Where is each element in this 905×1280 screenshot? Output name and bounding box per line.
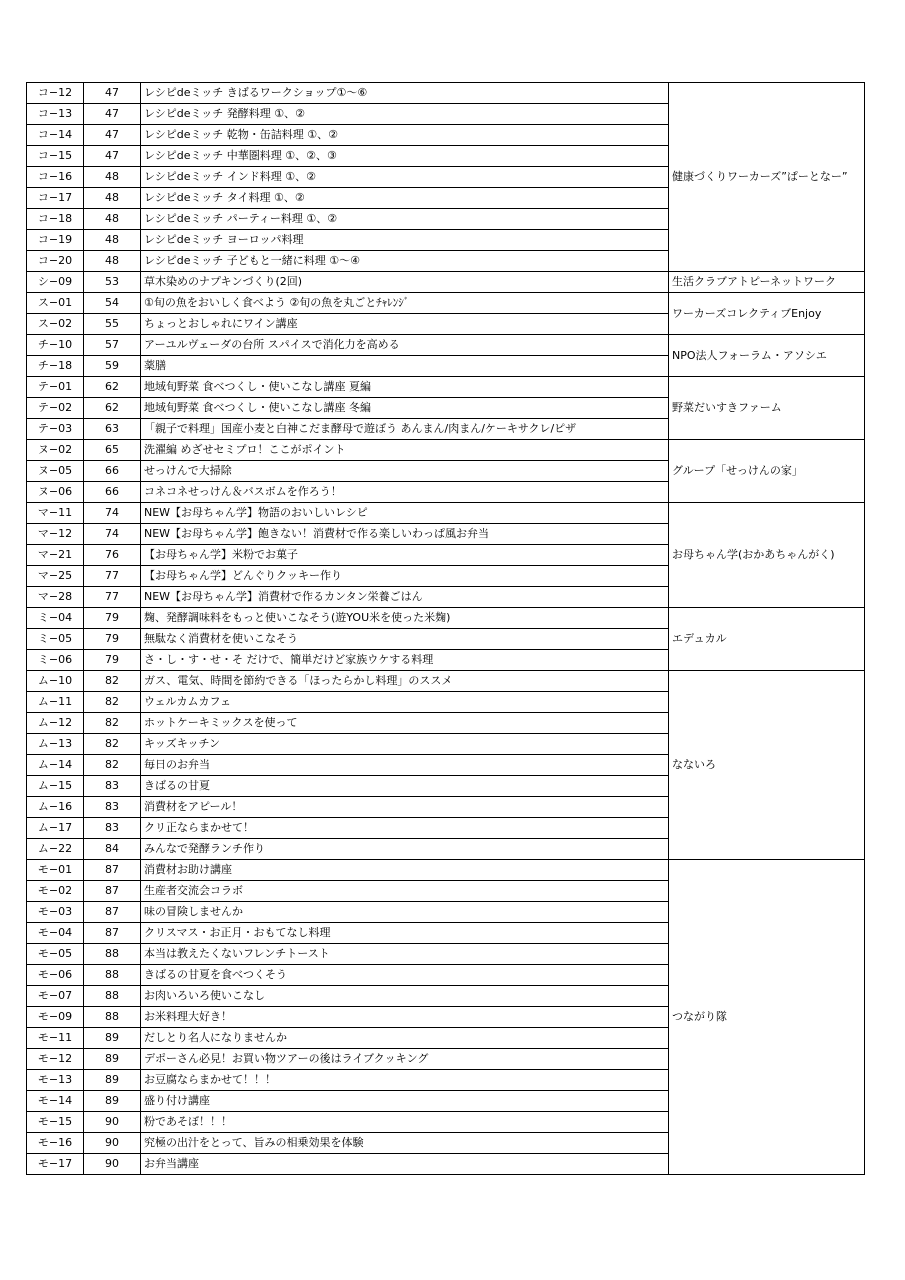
course-title-cell: さ・し・す・せ・そ だけで、簡単だけど家族ウケする料理 — [141, 650, 669, 671]
course-table — [26, 82, 865, 1175]
course-code-cell: ム−12 — [27, 713, 84, 734]
course-title-cell: お弁当講座 — [141, 1154, 669, 1175]
page-number-cell: 65 — [84, 440, 141, 461]
page-number-cell: 89 — [84, 1049, 141, 1070]
organization-cell: グループ「せっけんの家」 — [669, 440, 865, 503]
organization-cell: お母ちゃん学(おかあちゃんがく) — [669, 503, 865, 608]
page-number-cell: 89 — [84, 1091, 141, 1112]
course-title-cell: NEW【お母ちゃん学】消費材で作るカンタン栄養ごはん — [141, 587, 669, 608]
table-row — [27, 377, 865, 398]
page-number-cell: 90 — [84, 1112, 141, 1133]
course-title-cell: 粉であそぼ！！！ — [141, 1112, 669, 1133]
course-code-cell: ム−10 — [27, 671, 84, 692]
course-title-cell: 【お母ちゃん学】米粉でお菓子 — [141, 545, 669, 566]
course-code-cell: テ−03 — [27, 419, 84, 440]
page-number-cell: 79 — [84, 608, 141, 629]
table-row — [27, 83, 865, 104]
page-number-cell: 79 — [84, 629, 141, 650]
course-title-cell: ちょっとおしゃれにワイン講座 — [141, 314, 669, 335]
page-number-cell: 88 — [84, 1007, 141, 1028]
course-code-cell: チ−18 — [27, 356, 84, 377]
course-title-cell: だしとり名人になりませんか — [141, 1028, 669, 1049]
course-title-cell: デポーさん必見！お買い物ツアーの後はライブクッキング — [141, 1049, 669, 1070]
page-number-cell: 83 — [84, 797, 141, 818]
organization-cell: エデュカル — [669, 608, 865, 671]
table-row — [27, 440, 865, 461]
page-number-cell: 88 — [84, 944, 141, 965]
course-code-cell: ス−02 — [27, 314, 84, 335]
table-row — [27, 272, 865, 293]
page-number-cell: 63 — [84, 419, 141, 440]
page-number-cell: 48 — [84, 167, 141, 188]
course-code-cell: モ−05 — [27, 944, 84, 965]
course-code-cell: モ−01 — [27, 860, 84, 881]
course-code-cell: コ−13 — [27, 104, 84, 125]
page-number-cell: 88 — [84, 986, 141, 1007]
page-number-cell: 82 — [84, 755, 141, 776]
course-title-cell: お米料理大好き！ — [141, 1007, 669, 1028]
course-code-cell: ミ−06 — [27, 650, 84, 671]
course-code-cell: モ−17 — [27, 1154, 84, 1175]
course-code-cell: ム−17 — [27, 818, 84, 839]
page-number-cell: 74 — [84, 503, 141, 524]
course-code-cell: テ−01 — [27, 377, 84, 398]
course-code-cell: モ−14 — [27, 1091, 84, 1112]
page-number-cell: 88 — [84, 965, 141, 986]
course-title-cell: 毎日のお弁当 — [141, 755, 669, 776]
course-title-cell: レシピdeミッチ 乾物・缶詰料理 ①、② — [141, 125, 669, 146]
course-title-cell: 地域旬野菜 食べつくし・使いこなし講座 夏編 — [141, 377, 669, 398]
course-title-cell: アーユルヴェーダの台所 スパイスで消化力を高める — [141, 335, 669, 356]
course-title-cell: 洗濯編 めざせセミプロ！ここがポイント — [141, 440, 669, 461]
course-title-cell: 麹、発酵調味料をもっと使いこなそう(遊YOU米を使った米麹) — [141, 608, 669, 629]
page-number-cell: 89 — [84, 1028, 141, 1049]
course-table-body — [27, 83, 865, 1175]
course-title-cell: レシピdeミッチ インド料理 ①、② — [141, 167, 669, 188]
course-title-cell: レシピdeミッチ 中華圏料理 ①、②、③ — [141, 146, 669, 167]
course-title-cell: ウェルカムカフェ — [141, 692, 669, 713]
course-title-cell: 究極の出汁をとって、旨みの相乗効果を体験 — [141, 1133, 669, 1154]
page-number-cell: 82 — [84, 671, 141, 692]
course-code-cell: モ−04 — [27, 923, 84, 944]
course-title-cell: レシピdeミッチ 発酵料理 ①、② — [141, 104, 669, 125]
page-number-cell: 90 — [84, 1154, 141, 1175]
page-number-cell: 48 — [84, 230, 141, 251]
course-code-cell: モ−09 — [27, 1007, 84, 1028]
course-title-cell: レシピdeミッチ タイ料理 ①、② — [141, 188, 669, 209]
organization-cell: つながり隊 — [669, 860, 865, 1175]
course-title-cell: レシピdeミッチ パーティー料理 ①、② — [141, 209, 669, 230]
organization-cell: NPO法人フォーラム・アソシエ — [669, 335, 865, 377]
course-title-cell: お豆腐ならまかせて！！！ — [141, 1070, 669, 1091]
course-title-cell: 「親子で料理」国産小麦と白神こだま酵母で遊ぼう あんまん/肉まん/ケーキサクレ/ピザ — [141, 419, 669, 440]
course-code-cell: モ−11 — [27, 1028, 84, 1049]
course-title-cell: 草木染めのナプキンづくり(2回) — [141, 272, 669, 293]
course-code-cell: ミ−04 — [27, 608, 84, 629]
course-code-cell: マ−28 — [27, 587, 84, 608]
organization-cell: 健康づくりワーカーズ”ぱーとなー” — [669, 83, 865, 272]
page-number-cell: 59 — [84, 356, 141, 377]
page-number-cell: 82 — [84, 692, 141, 713]
course-title-cell: きばるの甘夏を食べつくそう — [141, 965, 669, 986]
course-code-cell: ス−01 — [27, 293, 84, 314]
course-title-cell: 生産者交流会コラボ — [141, 881, 669, 902]
course-code-cell: ム−11 — [27, 692, 84, 713]
page-number-cell: 47 — [84, 146, 141, 167]
page-number-cell: 79 — [84, 650, 141, 671]
course-code-cell: モ−12 — [27, 1049, 84, 1070]
course-code-cell: コ−12 — [27, 83, 84, 104]
course-code-cell: コ−19 — [27, 230, 84, 251]
page-number-cell: 62 — [84, 377, 141, 398]
page-number-cell: 66 — [84, 482, 141, 503]
page-number-cell: 55 — [84, 314, 141, 335]
course-code-cell: コ−15 — [27, 146, 84, 167]
course-title-cell: 地域旬野菜 食べつくし・使いこなし講座 冬編 — [141, 398, 669, 419]
page-number-cell: 87 — [84, 860, 141, 881]
course-title-cell: クリ正ならまかせて！ — [141, 818, 669, 839]
page-number-cell: 53 — [84, 272, 141, 293]
organization-cell: 生活クラブアトピーネットワーク — [669, 272, 865, 293]
course-code-cell: モ−02 — [27, 881, 84, 902]
page-number-cell: 48 — [84, 188, 141, 209]
course-title-cell: ①旬の魚をおいしく食べよう ②旬の魚を丸ごとﾁｬﾚﾝｼﾞ — [141, 293, 669, 314]
course-title-cell: 盛り付け講座 — [141, 1091, 669, 1112]
course-code-cell: モ−06 — [27, 965, 84, 986]
course-title-cell: 薬膳 — [141, 356, 669, 377]
page-number-cell: 47 — [84, 83, 141, 104]
table-row — [27, 671, 865, 692]
page-number-cell: 89 — [84, 1070, 141, 1091]
table-row — [27, 503, 865, 524]
organization-cell: ワーカーズコレクティブEnjoy — [669, 293, 865, 335]
course-title-cell: 無駄なく消費材を使いこなそう — [141, 629, 669, 650]
course-title-cell: レシピdeミッチ 子どもと一緒に料理 ①〜④ — [141, 251, 669, 272]
course-code-cell: ム−15 — [27, 776, 84, 797]
course-code-cell: モ−13 — [27, 1070, 84, 1091]
course-code-cell: ヌ−06 — [27, 482, 84, 503]
page-number-cell: 82 — [84, 713, 141, 734]
course-code-cell: コ−20 — [27, 251, 84, 272]
page-number-cell: 90 — [84, 1133, 141, 1154]
course-code-cell: ヌ−02 — [27, 440, 84, 461]
course-code-cell: テ−02 — [27, 398, 84, 419]
page-number-cell: 77 — [84, 566, 141, 587]
table-row — [27, 293, 865, 314]
page-number-cell: 57 — [84, 335, 141, 356]
table-row — [27, 608, 865, 629]
course-code-cell: ミ−05 — [27, 629, 84, 650]
course-code-cell: ヌ−05 — [27, 461, 84, 482]
course-title-cell: 【お母ちゃん学】どんぐりクッキー作り — [141, 566, 669, 587]
table-row — [27, 335, 865, 356]
course-code-cell: コ−17 — [27, 188, 84, 209]
course-title-cell: きばるの甘夏 — [141, 776, 669, 797]
course-title-cell: レシピdeミッチ きばるワークショップ①〜⑥ — [141, 83, 669, 104]
page-number-cell: 66 — [84, 461, 141, 482]
course-title-cell: NEW【お母ちゃん学】物語のおいしいレシピ — [141, 503, 669, 524]
page-number-cell: 54 — [84, 293, 141, 314]
page-number-cell: 77 — [84, 587, 141, 608]
course-code-cell: マ−21 — [27, 545, 84, 566]
course-code-cell: ム−16 — [27, 797, 84, 818]
page-number-cell: 47 — [84, 104, 141, 125]
course-code-cell: モ−07 — [27, 986, 84, 1007]
page-number-cell: 76 — [84, 545, 141, 566]
course-code-cell: コ−18 — [27, 209, 84, 230]
organization-cell: 野菜だいすきファーム — [669, 377, 865, 440]
course-title-cell: コネコネせっけん＆バスボムを作ろう！ — [141, 482, 669, 503]
course-title-cell: クリスマス・お正月・おもてなし料理 — [141, 923, 669, 944]
course-code-cell: ム−22 — [27, 839, 84, 860]
page-number-cell: 48 — [84, 209, 141, 230]
course-code-cell: モ−15 — [27, 1112, 84, 1133]
course-code-cell: マ−11 — [27, 503, 84, 524]
course-title-cell: NEW【お母ちゃん学】飽きない！消費材で作る楽しいわっぱ風お弁当 — [141, 524, 669, 545]
course-code-cell: ム−14 — [27, 755, 84, 776]
course-title-cell: レシピdeミッチ ヨーロッパ料理 — [141, 230, 669, 251]
course-title-cell: お肉いろいろ使いこなし — [141, 986, 669, 1007]
course-title-cell: 味の冒険しませんか — [141, 902, 669, 923]
page-number-cell: 83 — [84, 818, 141, 839]
course-code-cell: ム−13 — [27, 734, 84, 755]
organization-cell: なないろ — [669, 671, 865, 860]
page-number-cell: 87 — [84, 881, 141, 902]
course-code-cell: チ−10 — [27, 335, 84, 356]
page-number-cell: 48 — [84, 251, 141, 272]
course-title-cell: せっけんで大掃除 — [141, 461, 669, 482]
page-number-cell: 62 — [84, 398, 141, 419]
course-code-cell: モ−16 — [27, 1133, 84, 1154]
page-number-cell: 84 — [84, 839, 141, 860]
course-code-cell: モ−03 — [27, 902, 84, 923]
page-number-cell: 47 — [84, 125, 141, 146]
course-title-cell: 本当は教えたくないフレンチトースト — [141, 944, 669, 965]
course-title-cell: ガス、電気、時間を節約できる「ほったらかし料理」のススメ — [141, 671, 669, 692]
table-row — [27, 860, 865, 881]
page-number-cell: 82 — [84, 734, 141, 755]
course-title-cell: ホットケーキミックスを使って — [141, 713, 669, 734]
course-code-cell: マ−25 — [27, 566, 84, 587]
page-number-cell: 87 — [84, 923, 141, 944]
page-number-cell: 83 — [84, 776, 141, 797]
course-title-cell: キッズキッチン — [141, 734, 669, 755]
course-code-cell: コ−16 — [27, 167, 84, 188]
page-number-cell: 87 — [84, 902, 141, 923]
page-number-cell: 74 — [84, 524, 141, 545]
course-code-cell: コ−14 — [27, 125, 84, 146]
course-title-cell: 消費材をアピール！ — [141, 797, 669, 818]
course-code-cell: マ−12 — [27, 524, 84, 545]
course-title-cell: 消費材お助け講座 — [141, 860, 669, 881]
course-code-cell: シ−09 — [27, 272, 84, 293]
course-title-cell: みんなで発酵ランチ作り — [141, 839, 669, 860]
